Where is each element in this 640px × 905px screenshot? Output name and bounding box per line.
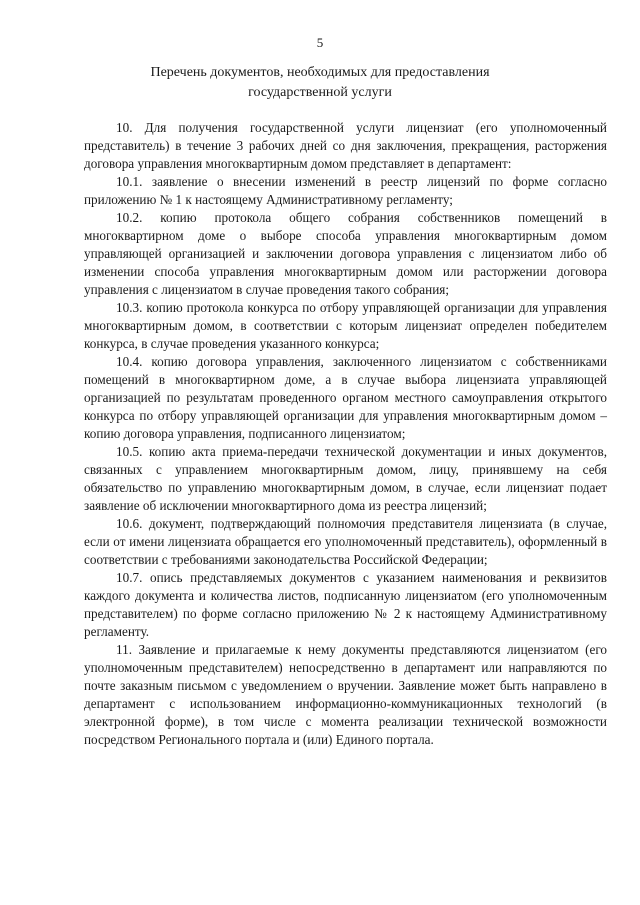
- paragraph-10-1: 10.1. заявление о внесении изменений в реестр лицензий по форме согласно приложению № 1 к настоящему Административному регламенту;: [84, 174, 607, 207]
- section-heading: [60, 63, 580, 103]
- paragraph-10-3: 10.3. копию протокола конкурса по отбору управляющей организации для управления многоквартирным домом, в соответствии с которым лицензиат определен победителем конкурса, в случае проведения указанного конкурса;: [84, 300, 607, 351]
- paragraph-10-5: 10.5. копию акта приема-передачи технической документации и иных документов, связанных с управлением многоквартирным домом, лицу, принявшему на себя обязательство по управлению многоквартирным домом, в случае, если лицензиат подает заявление об исключении многоквартирного дома из реестра лицензий;: [84, 444, 607, 513]
- paragraph-10-7: 10.7. опись представляемых документов с указанием наименования и реквизитов каждого документа и количества листов, подписанную лицензиатом (его уполномоченным представителем) по форме согласно приложению № 2 к настоящему Административному регламенту.: [84, 570, 607, 639]
- paragraph-10-6: 10.6. документ, подтверждающий полномочия представителя лицензиата (в случае, если от имени лицензиата обращается его уполномоченный представитель), оформленный в соответствии с требованиями законодательства Российской Федерации;: [84, 516, 607, 567]
- paragraph-10-4: 10.4. копию договора управления, заключенного лицензиатом с собственниками помещений в многоквартирном доме, а в случае выбора лицензиата управляющей организацией по результатам проведенного органом местного самоуправления открытого конкурса по отбору управляющей организации для управления многоквартирным домом – копию договора управления, подписанного лицензиатом;: [84, 354, 607, 441]
- paragraph-11: 11. Заявление и прилагаемые к нему документы представляются лицензиатом (его уполномоченным представителем) непосредственно в департамент или направляются по почте заказным письмом с уведомлением о вручении. Заявление может быть направлено в департамент с использованием информационно-коммуникационных технологий (в электронной форме), в том числе с момента реализации технической возможности посредством Регионального портала и (или) Единого портала.: [84, 642, 607, 747]
- document-body: [84, 119, 607, 749]
- heading-line-1: Перечень документов, необходимых для предоставления: [150, 65, 490, 80]
- paragraph-10-2: 10.2. копию протокола общего собрания собственников помещений в многоквартирном доме о выборе способа управления многоквартирным домом управляющей организацией и заключении договора управления с лицензиатом либо об изменении способа управления многоквартирным домом или расторжении договора управления с лицензиатом в случае проведения такого собрания;: [84, 210, 607, 297]
- heading-line-2: государственной услуги: [248, 85, 392, 100]
- paragraph-10: 10. Для получения государственной услуги лицензиат (его уполномоченный представитель) в течение 3 рабочих дней со дня заключения, прекращения, расторжения договора управления многоквартирным домом представляет в департамент:: [84, 120, 607, 171]
- page-number: 5: [316, 35, 324, 50]
